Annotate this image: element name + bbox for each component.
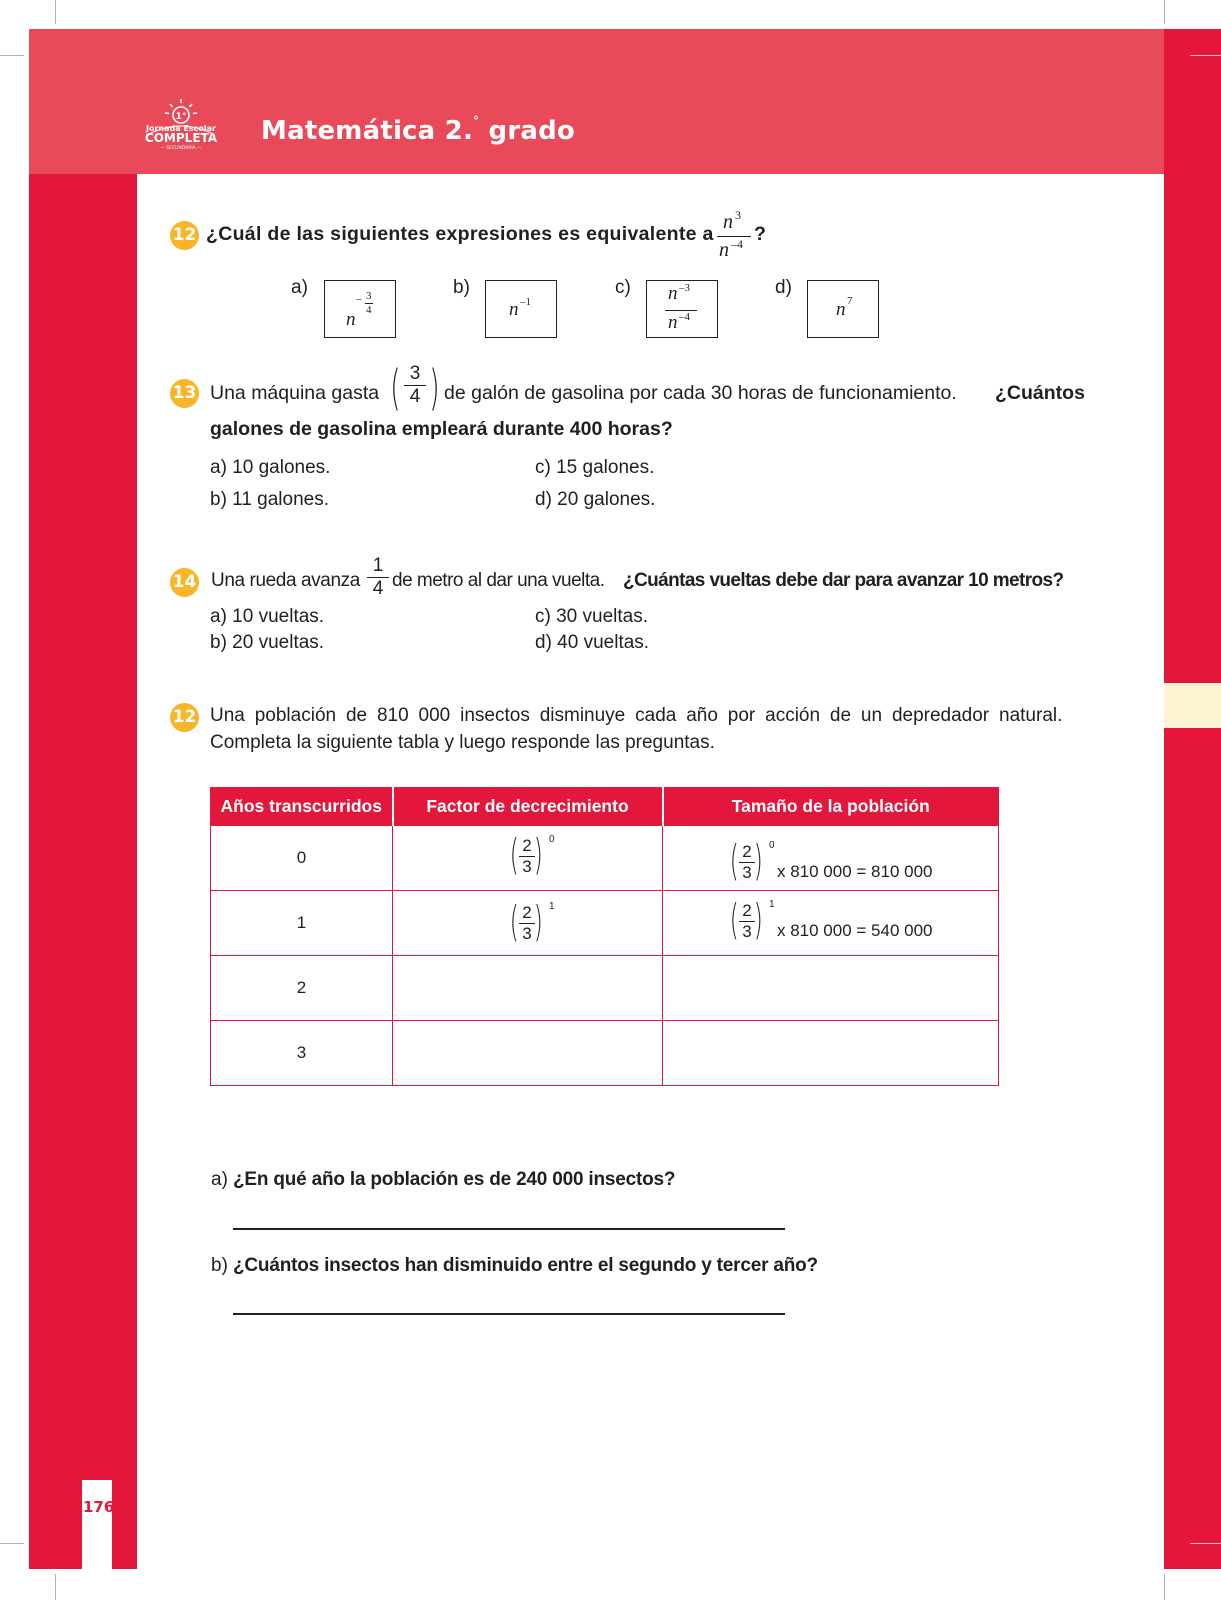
question-13-bold-2: galones de gasolina empleará durante 400 horas?: [210, 418, 673, 440]
option-d-box[interactable]: n 7: [807, 280, 879, 338]
svg-text:— SECUNDARIA —: — SECUNDARIA —: [160, 146, 202, 151]
question-13-option-b[interactable]: b) 11 galones.: [210, 489, 330, 510]
factor-cell: ( 2 3 ) 0: [393, 826, 663, 891]
size-cell-empty[interactable]: [663, 1021, 999, 1086]
size-cell-empty[interactable]: [663, 956, 999, 1021]
question-13-text-2: de galón de gasolina por cada 30 horas de funcionamiento.: [444, 382, 957, 404]
right-paren: ): [429, 360, 440, 416]
sub-question-b-text: ¿Cuántos insectos han disminuido entre el segundo y tercer año?: [233, 1255, 818, 1276]
svg-text:1°: 1°: [175, 112, 187, 122]
question-13-option-d[interactable]: d) 20 galones.: [535, 489, 656, 510]
column-header-size: Tamaño de la población: [663, 788, 999, 826]
left-margin-bar: [29, 29, 137, 1569]
size-cell: ( 2 3 ) 0 x 810 000 = 810 000: [663, 826, 999, 891]
option-c-label: c): [615, 277, 631, 298]
question-badge-13: 13: [170, 379, 199, 408]
question-13-option-a[interactable]: a) 10 galones.: [210, 457, 331, 478]
question-14-option-b[interactable]: b) 20 vueltas.: [210, 632, 325, 653]
question-12b-line-1: Una población de 810 000 insectos disminuye cada año por acción de un depredador natural.: [210, 705, 1063, 726]
year-cell: 0: [211, 826, 393, 891]
page-title: Matemática 2.° grado: [261, 114, 575, 146]
page-number: 176: [83, 1498, 115, 1516]
table-row: [211, 956, 999, 1021]
option-d-label: d): [775, 277, 792, 298]
sub-question-a-text: ¿En qué año la población es de 240 000 insectos?: [233, 1169, 676, 1190]
year-cell: 1: [211, 891, 393, 956]
table-row: [211, 1021, 999, 1086]
jornada-completa-logo: [141, 95, 221, 153]
chapter-tab: [1164, 683, 1221, 728]
question-14-text-2: de metro al dar una vuelta.: [392, 570, 605, 591]
question-13-fraction: 3 4: [404, 363, 426, 408]
column-header-years: Años transcurridos: [211, 788, 393, 826]
year-cell: 3: [211, 1021, 393, 1086]
left-paren: (: [390, 360, 401, 416]
right-tick: [1190, 55, 1221, 56]
year-cell: 2: [211, 956, 393, 1021]
crop-mark: [55, 0, 56, 24]
question-12-text: ¿Cuál de las siguientes expresiones es equivalente a: [206, 223, 714, 245]
crop-mark: [55, 1574, 56, 1600]
option-b-box[interactable]: n –1: [485, 280, 557, 338]
question-14-fraction: 1 4: [367, 555, 389, 600]
factor-cell-empty[interactable]: [393, 1021, 663, 1086]
factor-cell-empty[interactable]: [393, 956, 663, 1021]
question-14-option-d[interactable]: d) 40 vueltas.: [535, 632, 650, 653]
table-row: [211, 891, 999, 956]
option-c-box[interactable]: n –3 n –4: [646, 280, 718, 338]
question-13-text-1: Una máquina gasta: [210, 382, 380, 404]
question-12-qmark: ?: [754, 223, 766, 245]
question-12-expression: n 3 n –4: [717, 208, 753, 268]
option-b-label: b): [453, 277, 470, 298]
question-badge-14: 14: [170, 568, 199, 597]
crop-mark: [1164, 1574, 1165, 1600]
question-12b-line-2: Completa la siguiente tabla y luego responde las preguntas.: [210, 732, 715, 753]
question-badge-12: 12: [170, 221, 199, 250]
question-badge-12b: 12: [170, 703, 199, 732]
crop-mark: [0, 55, 24, 56]
svg-text:COMPLETA: COMPLETA: [144, 131, 218, 145]
size-cell: ( 2 3 ) 1 x 810 000 = 540 000: [663, 891, 999, 956]
option-a-label: a): [291, 277, 308, 298]
question-14-option-c[interactable]: c) 30 vueltas.: [535, 606, 648, 627]
question-14-text-1: Una rueda avanza: [211, 570, 360, 591]
right-margin-bar: [1164, 29, 1221, 1569]
question-13-bold-1: ¿Cuántos: [995, 382, 1085, 404]
option-a-box[interactable]: n – 3 4: [324, 280, 396, 338]
table-row: [211, 826, 999, 891]
sub-question-a-label: a): [211, 1169, 228, 1190]
svg-text:Jornada Escolar: Jornada Escolar: [146, 124, 216, 133]
column-header-factor: Factor de decrecimiento: [393, 788, 663, 826]
population-table: [210, 787, 999, 1086]
question-14-option-a[interactable]: a) 10 vueltas.: [210, 606, 325, 627]
answer-line-a[interactable]: [233, 1228, 785, 1230]
right-tick: [1190, 1543, 1221, 1544]
crop-mark: [0, 1543, 24, 1544]
question-14-bold: ¿Cuántas vueltas debe dar para avanzar 10 metros?: [623, 570, 1064, 591]
crop-mark: [1164, 0, 1165, 24]
answer-line-b[interactable]: [233, 1313, 785, 1315]
sub-question-b-label: b): [211, 1255, 228, 1276]
factor-cell: ( 2 3 ) 1: [393, 891, 663, 956]
question-13-option-c[interactable]: c) 15 galones.: [535, 457, 655, 478]
page-number-tab: [82, 1480, 115, 1569]
table-header-row: [211, 788, 999, 826]
